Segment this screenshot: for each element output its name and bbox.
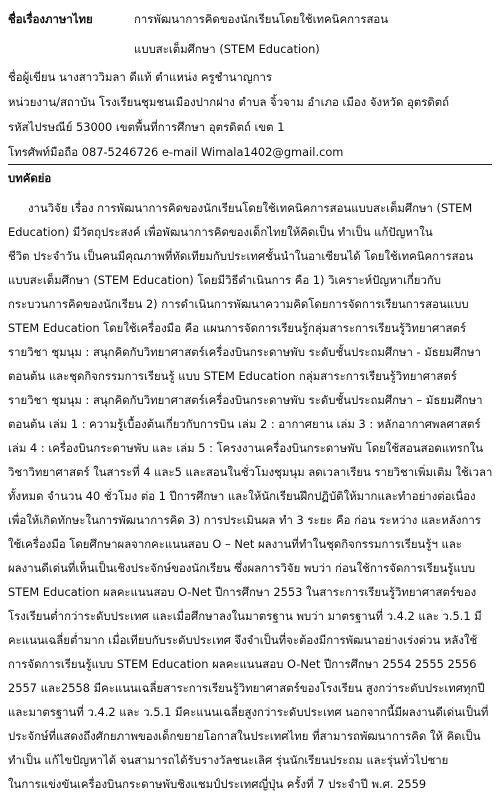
postal-line: รหัสไปรษณีย์ 53000 เขตพื้นที่การศึกษา อุตรดิตถ์ เขต 1 (8, 120, 285, 134)
title-label: ชื่อเรื่องภาษาไทย (8, 12, 93, 26)
abstract-text: ผลงานดีเด่นที่เห็นเป็นเชิงประจักษ์ของนักเรียน ซึ่งผลการวิจัย พบว่า ก่อนใช้การจัดการเรียนรู้แบบ (8, 561, 476, 575)
abstract-text: ทั้งหมด จำนวน 40 ชั่วโมง ต่อ 1 ปีการศึกษา และให้นักเรียนฝึกปฏิบัติให้มากและทำอย่างต่อเนื่อง (8, 489, 476, 503)
abstract-text: คะแนนเฉลี่ยต่ำมาก เมื่อเทียบกับระดับประเทศ จึงจำเป็นที่จะต้องมีการพัฒนาอย่างเร่งด่วน หลังใช้ (8, 633, 478, 647)
title-line-1: การพัฒนาการคิดของนักเรียนโดยใช้เทคนิคการสอน (134, 12, 389, 26)
abstract-text: Education) มีวัตถุประสงค์ เพื่อพัฒนาการคิดของเด็กไทยให้คิดเป็น ทำเป็น แก้ปัญหาใน (8, 225, 433, 239)
abstract-text: การจัดการเรียนรู้แบบ STEM Education ผลคะแนนสอบ O-Net ปีการศึกษา 2554 2555 2556 (8, 657, 477, 671)
title-line-2: แบบสะเต็มศึกษา (STEM Education) (134, 42, 320, 56)
abstract-text: รายวิชา ชุมนุม : สนุกคิดกับวิทยาศาสตร์เครื่องบินกระดาษพับ ระดับชั้นประถมศึกษา - มัธยมศึกษา (8, 345, 481, 359)
abstract-text: 2557 และ2558 มีคะแนนเฉลี่ยสาระการเรียนรู้วิทยาศาสตร์ของโรงเรียน สูงกว่าระดับประเทศทุกปี (8, 681, 485, 695)
abstract-text: และมาตรฐานที่ ว.4.2 และ ว.5.1 มีคะแนนเฉลี่ยสูงกว่าระดับประเทศ นอกจากนี้มีผลงานดีเด่นเป็นที่ (8, 705, 489, 719)
abstract-text: ใช้เครื่องมือ โดยศึกษาผลจากคะแนนสอบ O – Net ผลงานที่ทำในชุดกิจกรรมการเรียนรู้ฯ และ (8, 537, 462, 551)
author-line: ชื่อผู้เขียน นางสาววิมลา ดีแท้ ตำแหน่ง ครูชำนาญการ (8, 70, 273, 84)
abstract-text: STEM Education โดยใช้เครื่องมือ คือ แผนการจัดการเรียนรู้กลุ่มสาระการเรียนรู้วิทยาศาสตร์ (8, 321, 467, 335)
abstract-text: วิชาวิทยาศาสตร์ ในสาระที่ 4 และ5 และสอนในชั่วโมงชุมนุม ลดเวลาเรียน รายวิชาเพิ่มเติม ใช้เวลา (8, 465, 493, 479)
abstract-text: ตอนต้น และชุดกิจกรรมการเรียนรู้ แบบ STEM Education กลุ่มสาระการเรียนรู้วิทยาศาสตร์ (8, 369, 457, 383)
abstract-text: เพื่อให้เกิดทักษะในการพัฒนาการคิด 3) การประเมินผล ทำ 3 ระยะ คือ ก่อน ระหว่าง และหลังการ (8, 513, 481, 527)
abstract-text: ประจักษ์ที่แสดงถึงศักยภาพของเด็กขยายโอกาสในประเทศไทย ที่สามารถพัฒนาการคิด ให้ คิดเป็น (8, 729, 481, 743)
abstract-text: ตอนต้น เล่ม 1 : ความรู้เบื้องต้นเกี่ยวกับการบิน เล่ม 2 : อากาศยาน เล่ม 3 : หลักอากาศพลศาสตร์ (8, 417, 481, 431)
abstract-text: ในการแข่งขันเครื่องบินกระดาษพับชิงแชมป์ประเทศญี่ปุ่น ครั้งที่ 7 ประจำปี พ.ศ. 2559 (8, 777, 427, 791)
abstract-text: ทำเป็น แก้ไขปัญหาได้ จนสามารถได้รับรางวัลชนะเลิศ รุ่นนักเรียนประถม และรุ่นทั่วไปชาย (8, 753, 449, 767)
phone-line: โทรศัพท์มือถือ 087-5246726 e-mail Wimala1402@gmail.com (8, 145, 344, 159)
abstract-text: เล่ม 4 : เครื่องบินกระดาษพับ และ เล่ม 5 : โครงงานเครื่องบินกระดาษพับ โดยใช้สอนสอดแทรกใน (8, 441, 484, 455)
abstract-text: STEM Education ผลคะแนนสอบ O-Net ปีการศึกษา 2553 ในสาระการเรียนรู้วิทยาศาสตร์ของ (8, 585, 477, 599)
divider-line (8, 164, 492, 165)
abstract-text: งานวิจัย เรื่อง การพัฒนาการคิดของนักเรียนโดยใช้เทคนิคการสอนแบบสะเต็มศึกษา (STEM (28, 201, 473, 215)
abstract-text: โรงเรียนต่ำกว่าระดับประเทศ และเมื่อศึกษาลงในมาตรฐาน พบว่า มาตรฐานที่ ว.4.2 และ ว.5.1 มี (8, 609, 482, 623)
agency-line: หน่วยงาน/สถาบัน โรงเรียนชุมชนเมืองปากฝาง ตำบล จิ้วจาม อำเภอ เมือง จังหวัด อุตรดิตถ์ (8, 95, 450, 109)
abstract-text: รายวิชา ชุมนุม : สนุกคิดกับวิทยาศาสตร์เครื่องบินกระดาษพับ ระดับชั้นประถมศึกษา – มัธยมศึกษา (8, 393, 483, 407)
abstract-text: แบบสะเต็มศึกษา (STEM Education) โดยมีวิธีดำเนินการ คือ 1) วิเคราะห์ปัญหาเกี่ยวกับ (8, 273, 441, 287)
abstract-text: ชีวิต ประจำวัน เป็นคนมีคุณภาพที่ทัดเทียมกับประเทศชั้นนำในอาเซียนได้ โดยใช้เทคนิคการสอน (8, 249, 474, 263)
abstract-heading: บทคัดย่อ (8, 171, 52, 185)
abstract-text: กระบวนการคิดของนักเรียน 2) การดำเนินการพัฒนาความคิดโดยการจัดการเรียนการสอนแบบ (8, 297, 469, 311)
